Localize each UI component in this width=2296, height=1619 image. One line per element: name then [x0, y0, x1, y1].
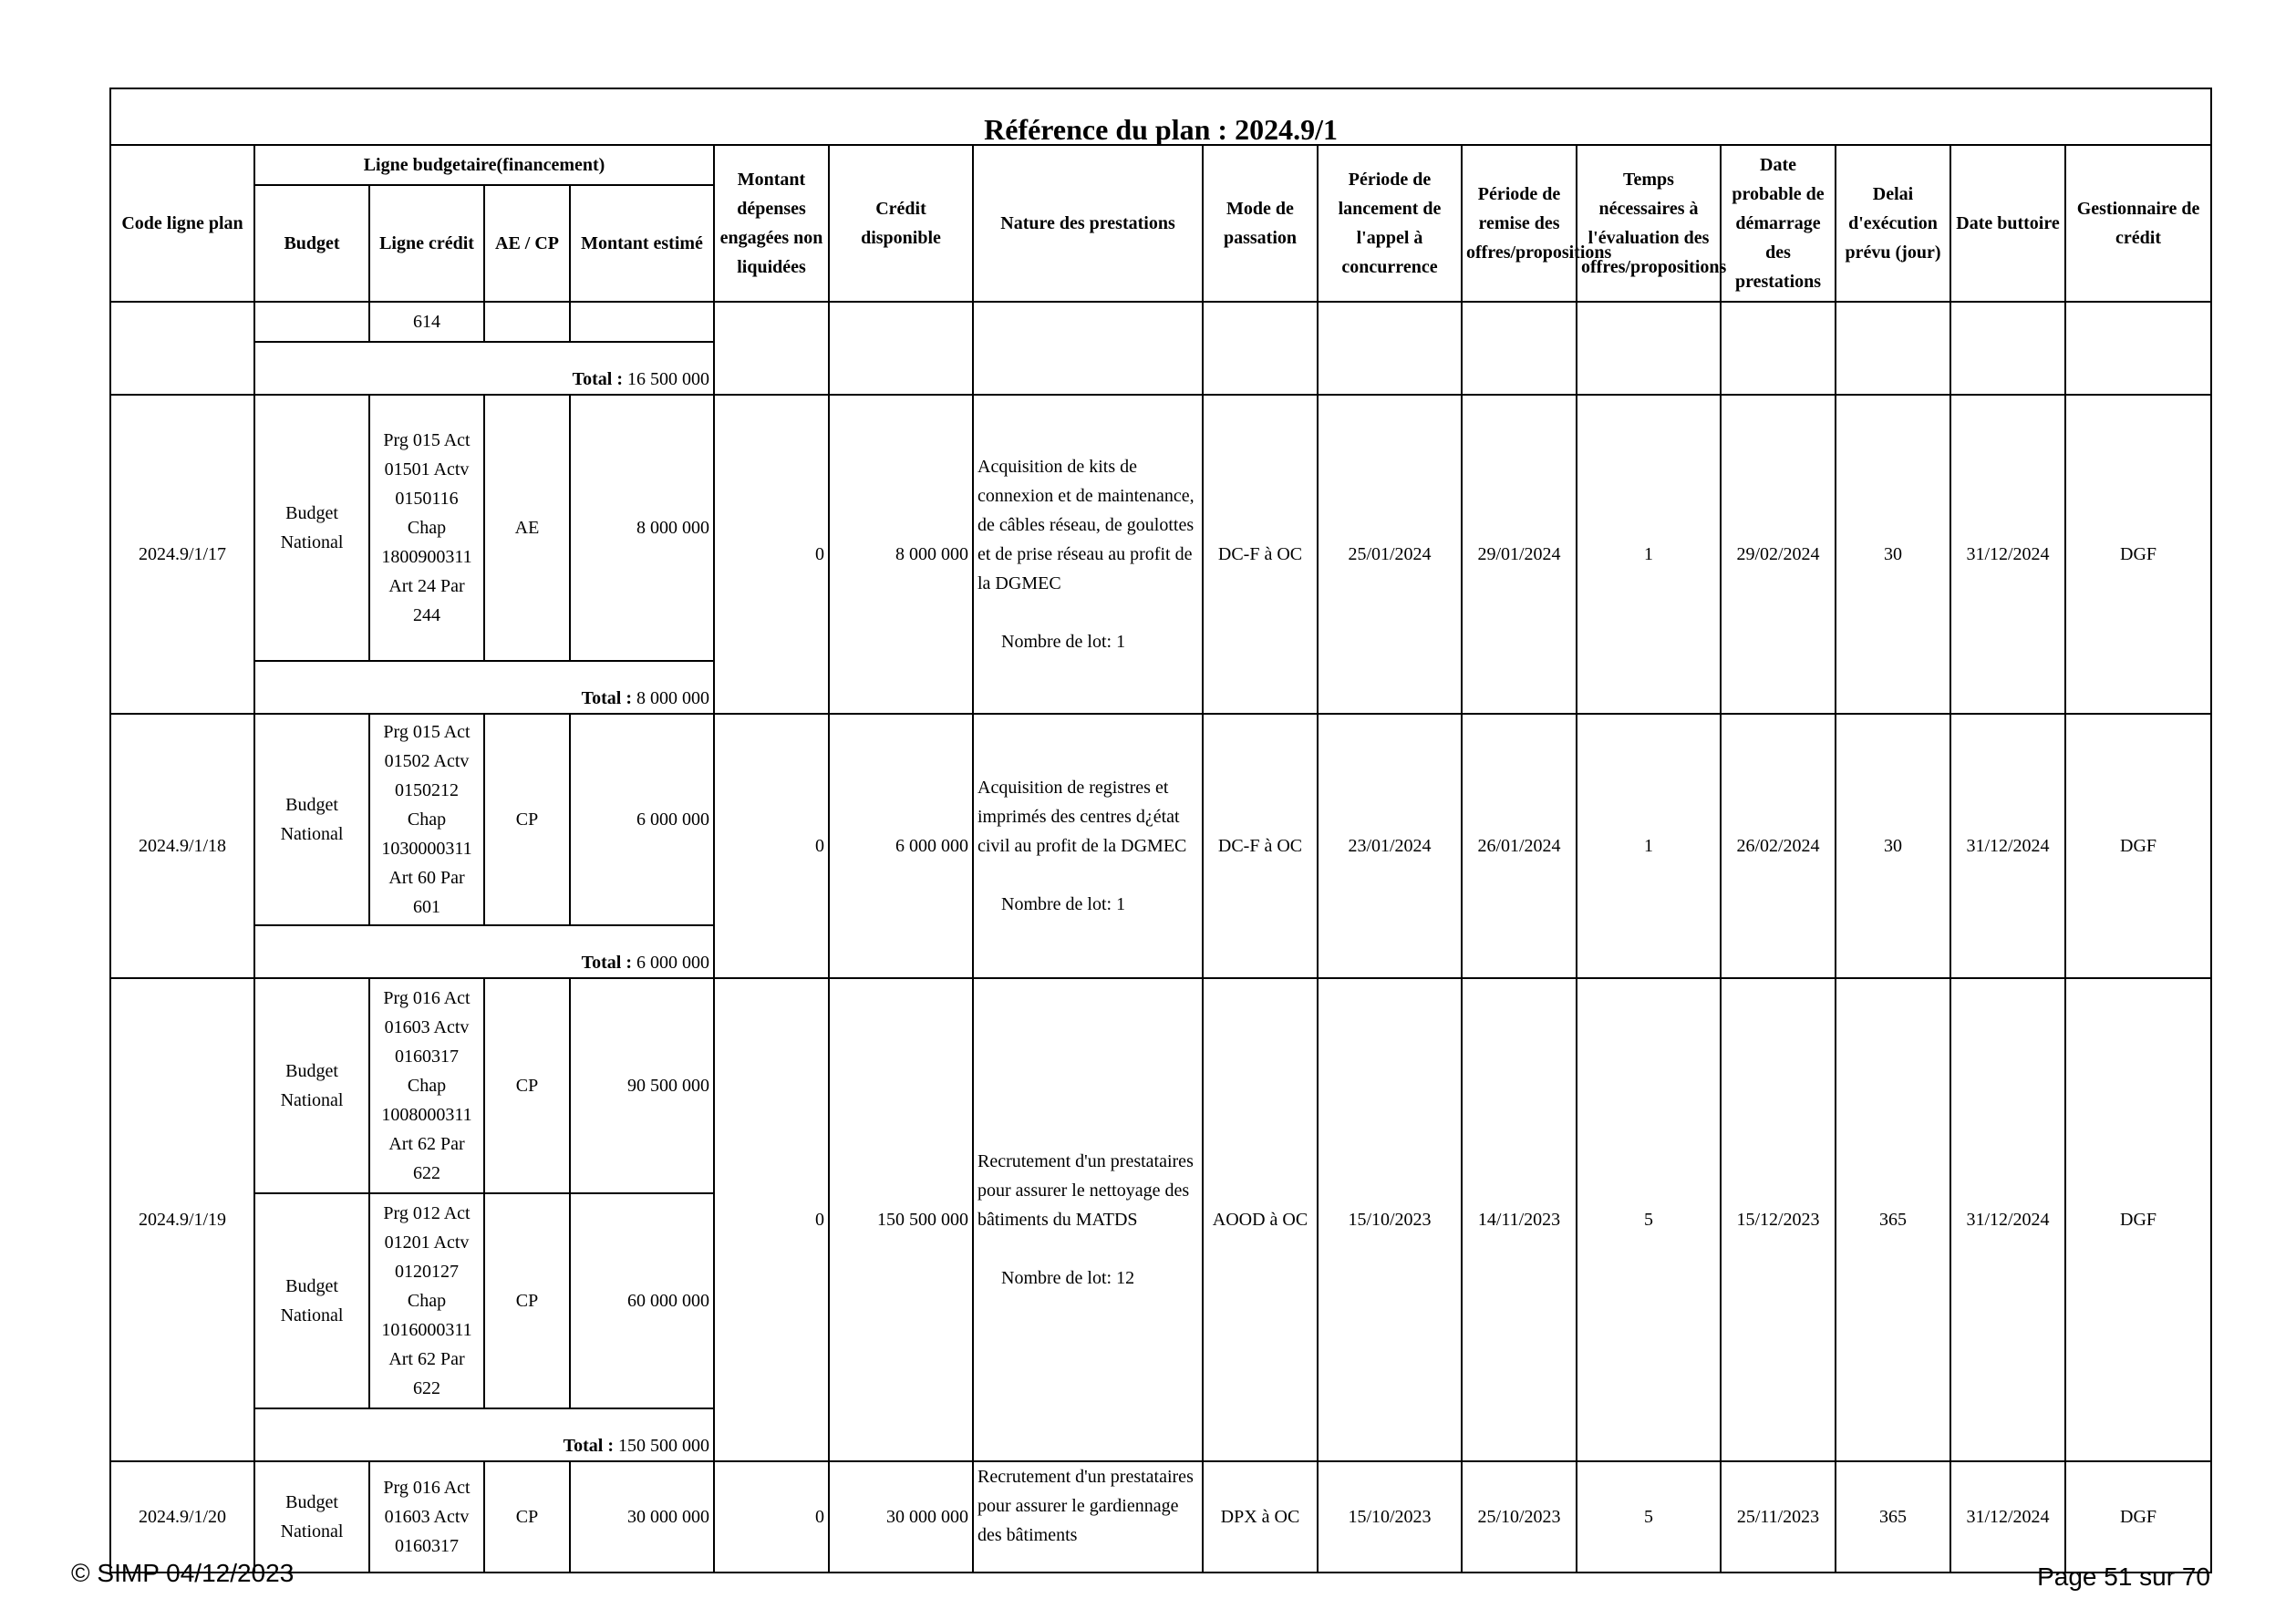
ae-cp-cell: CP	[484, 714, 570, 925]
header-budget: Budget	[254, 185, 369, 302]
temps-cell: 5	[1577, 1461, 1721, 1573]
lancement-cell: 23/01/2024	[1318, 714, 1462, 978]
row-total	[254, 1408, 714, 1461]
nature-text: Recrutement d'un prestataires pour assurer le gardiennage des bâtiments	[977, 1467, 1194, 1545]
carry-lancement-cell	[1318, 302, 1462, 395]
budget-cell: Budget National	[254, 714, 369, 925]
lancement-cell: 15/10/2023	[1318, 1461, 1462, 1573]
plan-title: Référence du plan : 2024.9/1	[110, 88, 2211, 145]
engagees-cell: 0	[714, 714, 829, 978]
demarrage-cell: 26/02/2024	[1721, 714, 1836, 978]
mode-cell: DPX à OC	[1203, 1461, 1318, 1573]
header-periode-remise: Période de remise des offres/propositions	[1462, 145, 1577, 302]
carry-montant-cell	[570, 302, 714, 342]
ae-cp-cell: CP	[484, 1193, 570, 1408]
total-label: Total :	[581, 688, 632, 708]
header-date-demarrage: Date probable de démarrage des prestations	[1721, 145, 1836, 302]
budget-cell: Budget National	[254, 1193, 369, 1408]
header-gestionnaire: Gestionnaire de crédit	[2065, 145, 2211, 302]
ae-cp-cell: CP	[484, 1461, 570, 1573]
carry-demarrage-cell	[1721, 302, 1836, 395]
header-credit-disponible: Crédit disponible	[829, 145, 973, 302]
montant-cell: 6 000 000	[570, 714, 714, 925]
total-label: Total :	[572, 369, 623, 389]
gestionnaire-cell: DGF	[2065, 1461, 2211, 1573]
lot-count: Nombre de lot: 12	[1001, 1268, 1135, 1288]
budget-cell: Budget National	[254, 1461, 369, 1573]
code-cell: 2024.9/1/17	[110, 395, 254, 714]
demarrage-cell: 25/11/2023	[1721, 1461, 1836, 1573]
remise-cell: 26/01/2024	[1462, 714, 1577, 978]
montant-cell: 30 000 000	[570, 1461, 714, 1573]
header-ae-cp: AE / CP	[484, 185, 570, 302]
carry-temps-cell	[1577, 302, 1721, 395]
header-date-buttoir: Date buttoire	[1950, 145, 2065, 302]
header-temps: Temps nécessaires à l'évaluation des offres/propositions	[1577, 145, 1721, 302]
carry-mode-cell	[1203, 302, 1318, 395]
buttoir-cell: 31/12/2024	[1950, 1461, 2065, 1573]
carry-engagees-cell	[714, 302, 829, 395]
code-cell: 2024.9/1/18	[110, 714, 254, 978]
plan-table	[109, 88, 2212, 1573]
montant-cell: 90 500 000	[570, 978, 714, 1193]
delai-cell: 365	[1836, 978, 1950, 1461]
delai-cell: 30	[1836, 395, 1950, 714]
mode-cell: DC-F à OC	[1203, 714, 1318, 978]
carry-budget-cell	[254, 302, 369, 342]
table-row	[110, 714, 2211, 925]
code-cell: 2024.9/1/20	[110, 1461, 254, 1573]
nature-cell	[973, 978, 1203, 1461]
ligne-credit-cell: Prg 016 Act 01603 Actv 0160317	[369, 1461, 484, 1573]
credit-cell: 6 000 000	[829, 714, 973, 978]
buttoir-cell: 31/12/2024	[1950, 714, 2065, 978]
total-value: 6 000 000	[636, 953, 709, 973]
header-montant-estime: Montant estimé	[570, 185, 714, 302]
engagees-cell: 0	[714, 395, 829, 714]
montant-cell: 8 000 000	[570, 395, 714, 661]
table-row	[110, 1461, 2211, 1573]
lot-count: Nombre de lot: 1	[1001, 894, 1126, 914]
remise-cell: 29/01/2024	[1462, 395, 1577, 714]
gestionnaire-cell: DGF	[2065, 714, 2211, 978]
temps-cell: 1	[1577, 714, 1721, 978]
ligne-credit-cell: Prg 015 Act 01501 Actv 0150116 Chap 1800900311 Art 24 Par 244	[369, 395, 484, 661]
table-row	[110, 978, 2211, 1193]
table-row	[110, 395, 2211, 661]
mode-cell: DC-F à OC	[1203, 395, 1318, 714]
total-label: Total :	[581, 953, 632, 973]
carry-ae-cp-cell	[484, 302, 570, 342]
code-cell: 2024.9/1/19	[110, 978, 254, 1461]
gestionnaire-cell: DGF	[2065, 395, 2211, 714]
engagees-cell: 0	[714, 978, 829, 1461]
footer-copyright: © SIMP 04/12/2023	[71, 1559, 295, 1587]
carry-delai-cell	[1836, 302, 1950, 395]
header-montant-depenses: Montant dépenses engagées non liquidées	[714, 145, 829, 302]
budget-cell: Budget National	[254, 978, 369, 1193]
remise-cell: 14/11/2023	[1462, 978, 1577, 1461]
header-code: Code ligne plan	[110, 145, 254, 302]
delai-cell: 365	[1836, 1461, 1950, 1573]
lancement-cell: 25/01/2024	[1318, 395, 1462, 714]
carry-nature-cell	[973, 302, 1203, 395]
carry-total	[254, 342, 714, 395]
ae-cp-cell: CP	[484, 978, 570, 1193]
total-value: 16 500 000	[627, 369, 709, 389]
carry-ligne-credit: 614	[369, 302, 484, 342]
budget-cell: Budget National	[254, 395, 369, 661]
header-nature: Nature des prestations	[973, 145, 1203, 302]
ae-cp-cell: AE	[484, 395, 570, 661]
header-delai: Delai d'exécution prévu (jour)	[1836, 145, 1950, 302]
footer-page-number: Page 51 sur 70	[2037, 1562, 2210, 1591]
nature-cell	[973, 395, 1203, 714]
header-ligne-budgetaire: Ligne budgetaire(financement)	[254, 145, 714, 185]
demarrage-cell: 29/02/2024	[1721, 395, 1836, 714]
row-total	[254, 925, 714, 978]
lancement-cell: 15/10/2023	[1318, 978, 1462, 1461]
total-label: Total :	[563, 1436, 614, 1456]
header-periode-lancement: Période de lancement de l'appel à concurrence	[1318, 145, 1462, 302]
buttoir-cell: 31/12/2024	[1950, 395, 2065, 714]
header-ligne-credit: Ligne crédit	[369, 185, 484, 302]
header-mode: Mode de passation	[1203, 145, 1318, 302]
ligne-credit-cell: Prg 012 Act 01201 Actv 0120127 Chap 1016000311 Art 62 Par 622	[369, 1193, 484, 1408]
ligne-credit-cell: Prg 016 Act 01603 Actv 0160317 Chap 1008000311 Art 62 Par 622	[369, 978, 484, 1193]
carry-remise-cell	[1462, 302, 1577, 395]
table-row	[110, 302, 2211, 342]
montant-cell: 60 000 000	[570, 1193, 714, 1408]
nature-cell	[973, 714, 1203, 978]
nature-text: Recrutement d'un prestataires pour assurer le nettoyage des bâtiments du MATDS	[977, 1151, 1194, 1230]
demarrage-cell: 15/12/2023	[1721, 978, 1836, 1461]
carry-buttoir-cell	[1950, 302, 2065, 395]
temps-cell: 1	[1577, 395, 1721, 714]
ligne-credit-cell: Prg 015 Act 01502 Actv 0150212 Chap 1030000311 Art 60 Par 601	[369, 714, 484, 925]
carry-code-cell	[110, 302, 254, 395]
credit-cell: 30 000 000	[829, 1461, 973, 1573]
engagees-cell: 0	[714, 1461, 829, 1573]
nature-text: Acquisition de kits de connexion et de maintenance, de câbles réseau, de goulottes et de prise réseau au profit de la DGMEC	[977, 457, 1195, 593]
delai-cell: 30	[1836, 714, 1950, 978]
nature-text: Acquisition de registres et imprimés des centres d¿état civil au profit de la DGMEC	[977, 778, 1187, 856]
buttoir-cell: 31/12/2024	[1950, 978, 2065, 1461]
carry-credit-cell	[829, 302, 973, 395]
temps-cell: 5	[1577, 978, 1721, 1461]
row-total	[254, 661, 714, 714]
credit-cell: 8 000 000	[829, 395, 973, 714]
nature-cell	[973, 1461, 1203, 1573]
total-value: 150 500 000	[618, 1436, 709, 1456]
mode-cell: AOOD à OC	[1203, 978, 1318, 1461]
credit-cell: 150 500 000	[829, 978, 973, 1461]
carry-gestionnaire-cell	[2065, 302, 2211, 395]
remise-cell: 25/10/2023	[1462, 1461, 1577, 1573]
total-value: 8 000 000	[636, 688, 709, 708]
gestionnaire-cell: DGF	[2065, 978, 2211, 1461]
lot-count: Nombre de lot: 1	[1001, 632, 1126, 652]
